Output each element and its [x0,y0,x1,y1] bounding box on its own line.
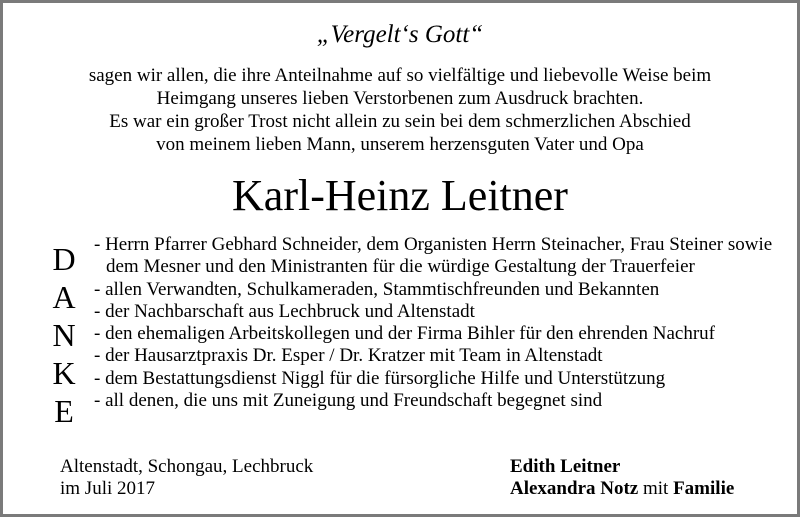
thanks-item: - der Hausarztpraxis Dr. Esper / Dr. Kratzer mit Team in Altenstadt [94,345,603,367]
place-date [60,456,313,500]
intro-line: Es war ein großer Trost nicht allein zu sein bei dem schmerzlichen Abschied [109,111,691,132]
danke-vertical [50,240,78,430]
signer-2-name: Alexandra Notz [510,478,639,499]
thanks-item: - allen Verwandten, Schulkameraden, Stammtischfreunden und Bekannten [94,278,660,300]
thanks-item: - den ehemaligen Arbeitskollegen und der Firma Bihler für den ehrenden Nachruf [94,323,715,345]
danke-letter: K [52,355,76,391]
deceased-name: Karl-Heinz Leitner [232,171,568,220]
signer-1: Edith Leitner [510,456,621,477]
signer-2-family: Familie [673,478,735,499]
danke-letter: N [52,317,76,353]
signer-2 [510,478,734,500]
thanks-item: - all denen, die uns mit Zuneigung und Freundschaft begegnet sind [94,390,603,412]
danke-letter: E [54,393,74,429]
intro-line: von meinem lieben Mann, unserem herzensguten Vater und Opa [156,134,644,155]
date: im Juli 2017 [60,478,156,499]
thanks-list [94,234,784,412]
motto: „Vergelt‘s Gott“ [316,21,484,48]
intro-line: sagen wir allen, die ihre Anteilnahme auf so vielfältige und liebevolle Weise beim [88,65,712,86]
intro-text [0,64,800,156]
danke-letter: A [52,279,76,315]
thanks-item: - Herrn Pfarrer Gebhard Schneider, dem Organisten Herrn Steinacher, Frau Steiner sowie dem Mesner und den Ministranten für die würdige Gestaltung der Trauerfeier [94,234,773,278]
intro-line: Heimgang unseres lieben Verstorbenen zum Ausdruck brachten. [156,88,644,109]
thanks-item: - der Nachbarschaft aus Lechbruck und Altenstadt [94,300,475,322]
danke-letter: D [52,241,76,277]
place: Altenstadt, Schongau, Lechbruck [60,456,314,477]
signer-2-connector: mit [642,478,669,499]
thanks-item: - dem Bestattungsdienst Niggl für die fürsorgliche Hilfe und Unterstützung [94,367,666,389]
signatures [510,456,734,500]
